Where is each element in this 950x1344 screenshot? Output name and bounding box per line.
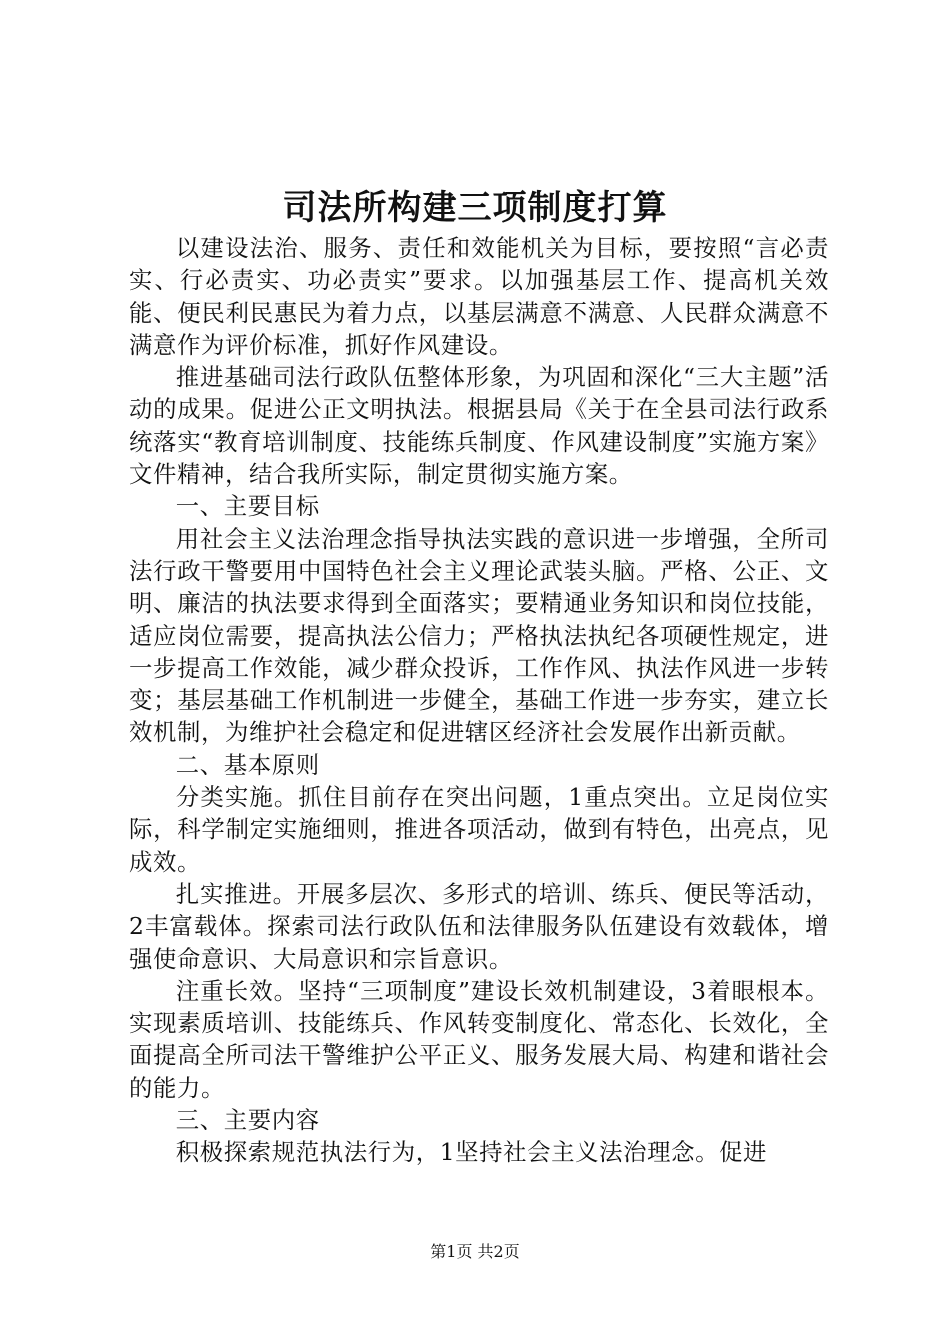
section-heading: 三、主要内容 [175,1106,320,1135]
section-heading: 二、基本原则 [175,750,320,779]
section-heading: 一、主要目标 [175,492,320,521]
paragraph: 分类实施。抓住目前存在突出问题，1重点突出。立足岗位实际，科学制定实施细则，推进各项活动，做到有特色，出亮点，见成效。 [129,783,829,876]
paragraph: 注重长效。坚持“三项制度”建设长效机制建设，3着眼根本。实现素质培训、技能练兵、作风转变制度化、常态化、长效化，全面提高全所司法干警维护公平正义、服务发展大局、构建和谐社会的能力。 [129,976,829,1102]
paragraph: 扎实推进。开展多层次、多形式的培训、练兵、便民等活动，2丰富载体。探索司法行政队伍和法律服务队伍建设有效载体，增强使命意识、大局意识和宗旨意识。 [129,879,829,973]
paragraph: 以建设法治、服务、责任和效能机关为目标，要按照“言必责实、行必责实、功必责实”要求。以加强基层工作、提高机关效能、便民利民惠民为着力点，以基层满意不满意、人民群众满意不满意作为评价标准，抓好作风建设。 [129,234,829,359]
page-footer: 第1页 共2页 [430,1242,520,1261]
document-title: 司法所构建三项制度打算 [282,188,668,228]
paragraph: 用社会主义法治理念指导执法实践的意识进一步增强，全所司法行政干警要用中国特色社会主义理论武装头脑。严格、公正、文明、廉洁的执法要求得到全面落实；要精通业务知识和岗位技能，适应岗位需要，提高执法公信力；严格执法执纪各项硬性规定，进一步提高工作效能，减少群众投诉，工作作风、执法作风进一步转变；基层基础工作机制进一步健全，基础工作进一步夯实，建立长效机制，为维护社会稳定和促进辖区经济社会发展作出新贡献。 [129,524,829,747]
paragraph: 积极探索规范执法行为，1坚持社会主义法治理念。促进 [175,1138,768,1167]
document-body [129,232,829,1169]
paragraph: 推进基础司法行政队伍整体形象，为巩固和深化“三大主题”活动的成果。促进公正文明执法。根据县局《关于在全县司法行政系统落实“教育培训制度、技能练兵制度、作风建设制度”实施方案》文件精神，结合我所实际，制定贯彻实施方案。 [129,363,829,489]
